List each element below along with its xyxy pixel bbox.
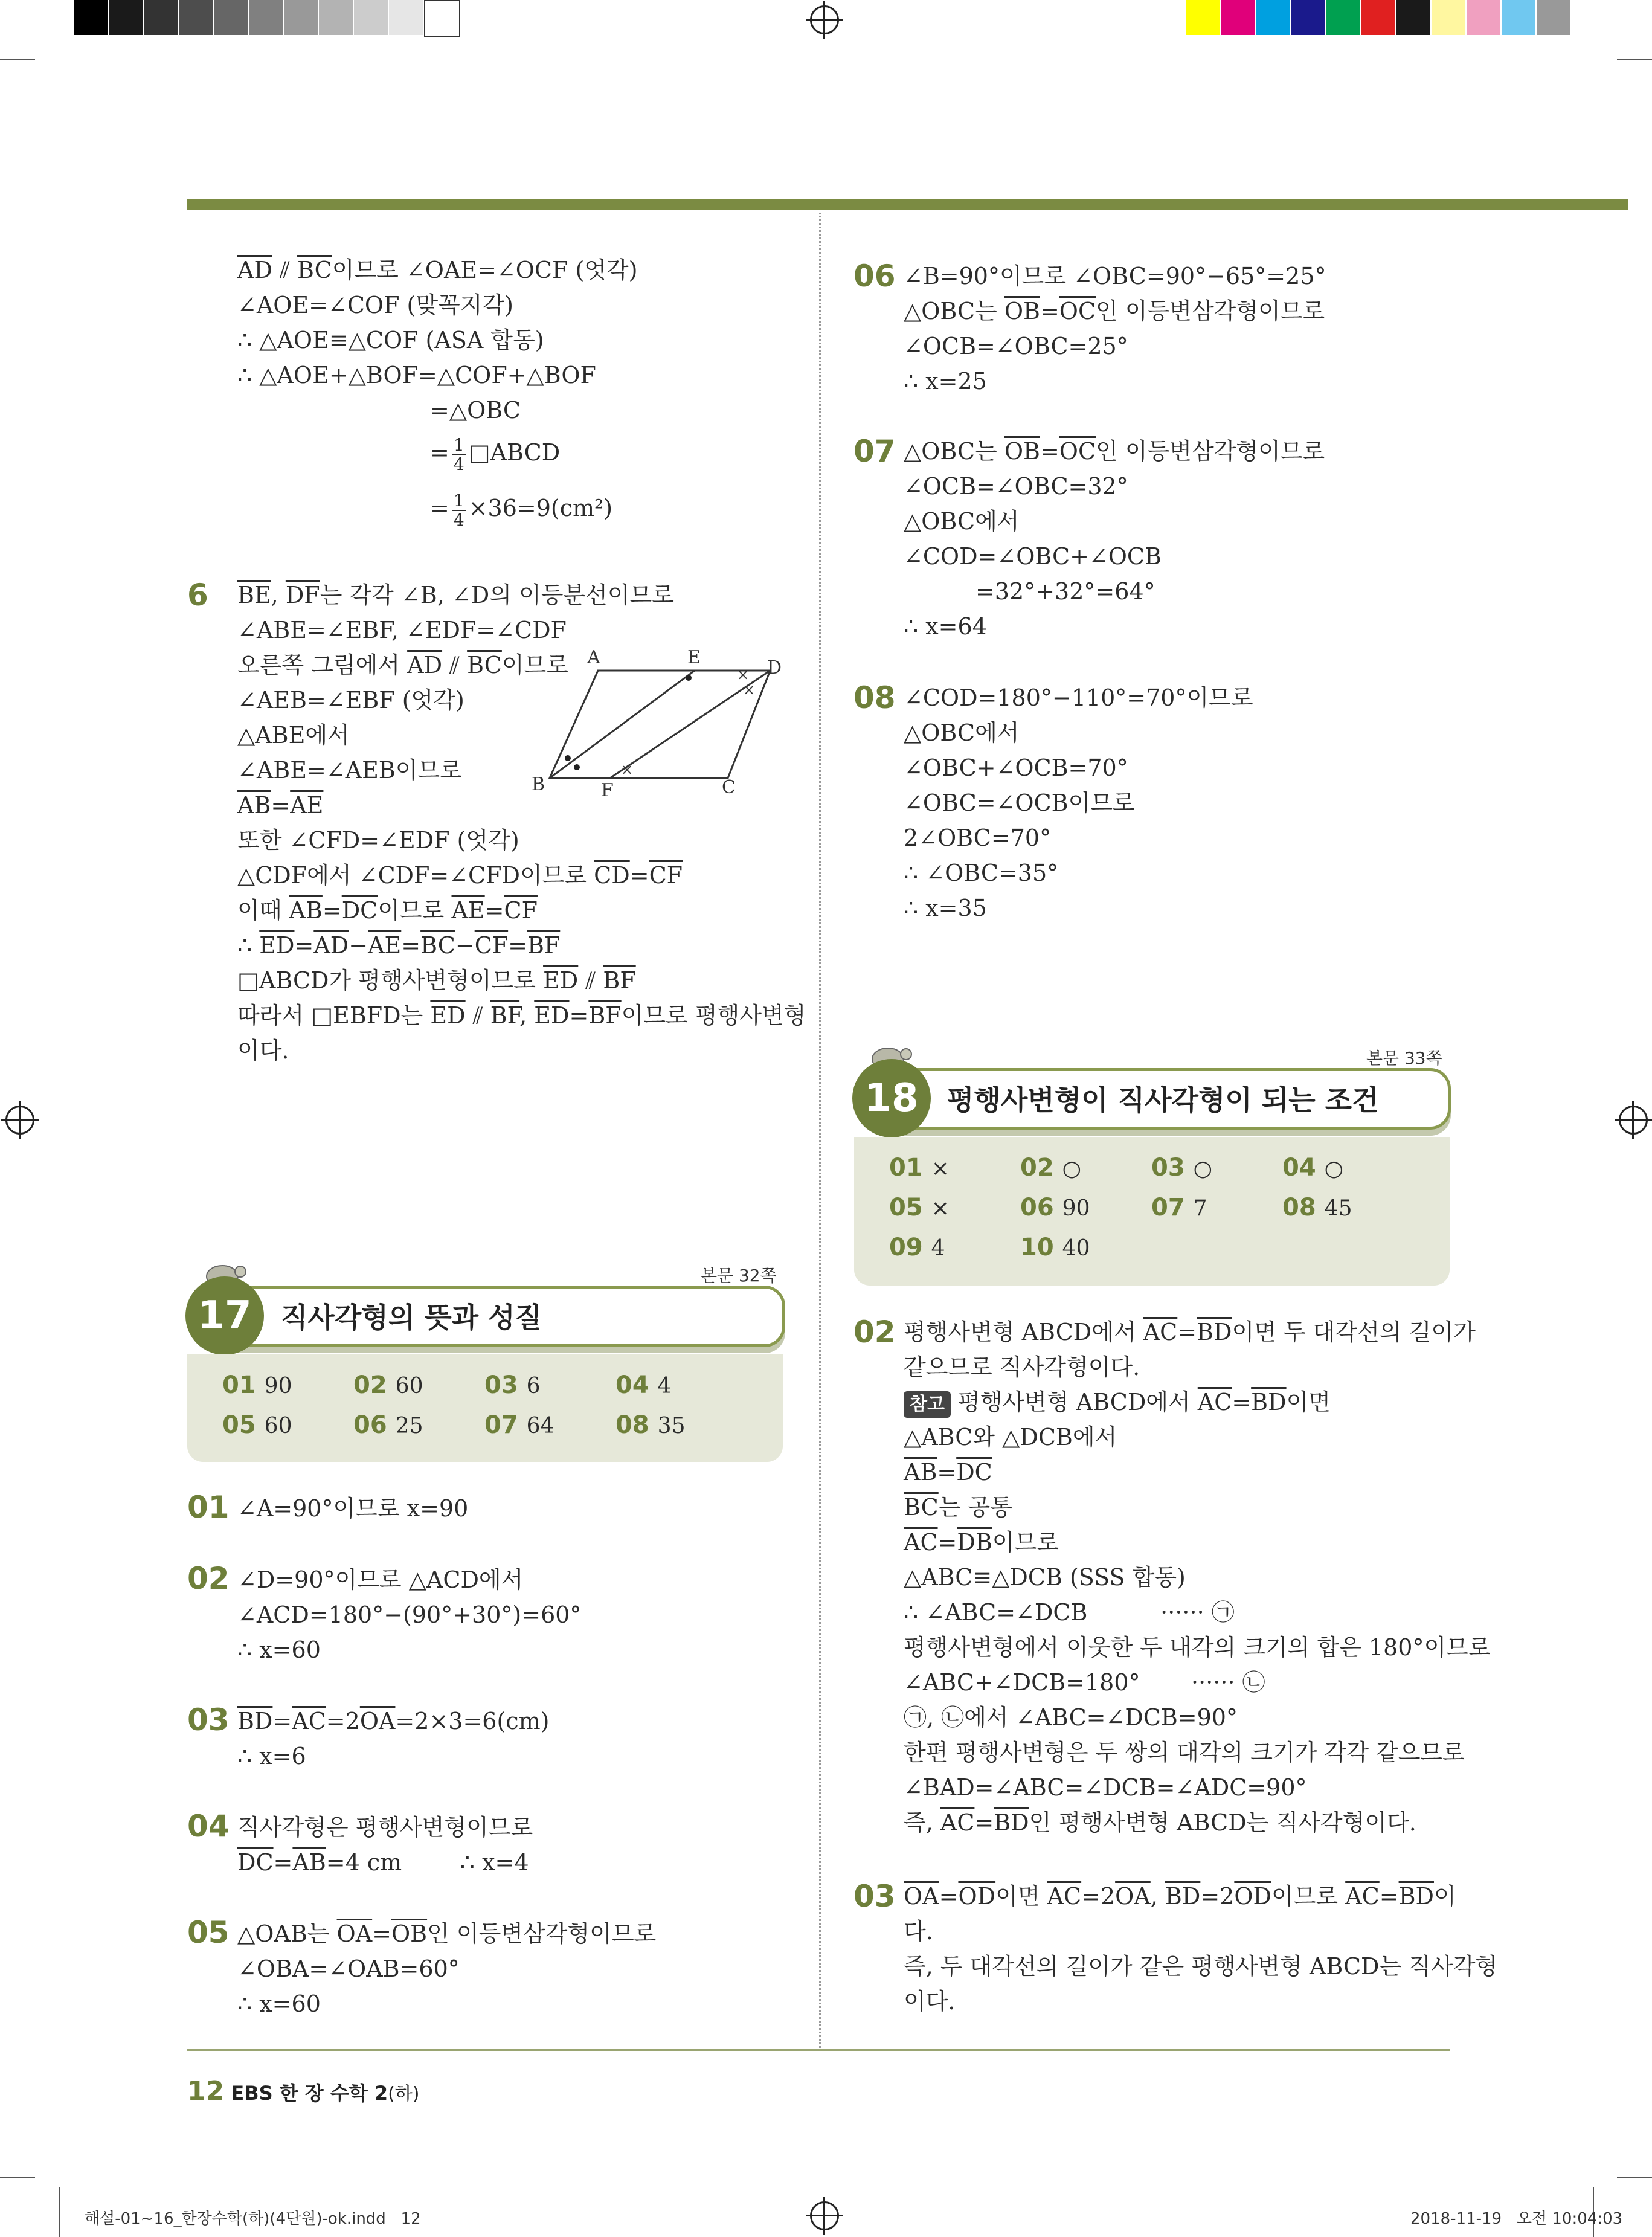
text-line: $\overline{AC}=\overline{DB}$이므로 [904, 1529, 1059, 1556]
vertex-label: B [532, 774, 545, 795]
text-line: $\overline{BC}$는 공통 [904, 1494, 1012, 1521]
section-title: 평행사변형이 직사각형이 되는 조건 [947, 1084, 1379, 1116]
section-number: 17 [185, 1276, 264, 1355]
text-line: 한편 평행사변형은 두 쌍의 대각의 크기가 각각 같으므로 [904, 1739, 1465, 1766]
footer-rule [187, 2049, 1450, 2051]
note-badge: 참고 [904, 1391, 951, 1418]
text-line: ∠OCB=∠OBC=32° [904, 473, 1128, 500]
answer-item: 06 90 [1020, 1194, 1090, 1221]
parallelogram-figure [532, 646, 785, 803]
text-line: = $\frac{1}{4}$ □ABCD [430, 434, 561, 474]
text-line: ∠OBC=∠OCB이므로 [904, 790, 1135, 816]
section-number: 18 [852, 1059, 931, 1138]
answer-item: 08 35 [615, 1411, 686, 1439]
gray-swatch [179, 0, 213, 35]
answer-item: 07 7 [1151, 1194, 1207, 1221]
text-line: = $\frac{1}{4}$ ×36=9(cm²) [430, 490, 613, 530]
question-number: 08 [853, 680, 896, 715]
text-line: 이때 $\overline{AB}=\overline{DC}$이므로 $\overline{AE}=\overline{CF}$ [237, 897, 538, 924]
answer-item: 07 64 [484, 1411, 554, 1439]
text-line: ∠AEB=∠EBF (엇각) [237, 687, 464, 713]
text-line: =32°+32°=64° [975, 578, 1155, 605]
page-footer [187, 2076, 420, 2107]
question-number: 04 [187, 1809, 230, 1844]
svg-text:×: × [737, 666, 750, 683]
registration-mark-icon [5, 1106, 34, 1135]
crop-mark [0, 59, 35, 60]
question-number: 05 [187, 1915, 230, 1950]
answer-item: 02 60 [353, 1371, 423, 1399]
text-line: ∠COD=180°−110°=70°이므로 [904, 684, 1253, 711]
text-line: ∠AOE=∠COF (맞꼭지각) [237, 292, 514, 318]
text-line: 이다. [237, 1037, 289, 1064]
color-swatch [1537, 0, 1570, 35]
text-line: ∠BAD=∠ABC=∠DCB=∠ADC=90° [904, 1774, 1307, 1801]
fraction: $\frac{1}{4}$ [452, 436, 466, 474]
text-line: $\overline{DC}=\overline{AB}=4$ cm ∴ x=4 [237, 1849, 529, 1876]
text-line: 즉, 두 대각선의 길이가 같은 평행사변형 ABCD는 직사각형 [904, 1953, 1498, 1980]
registration-mark-icon [810, 2201, 839, 2230]
question-number: 07 [853, 434, 896, 469]
gray-swatch [214, 0, 248, 35]
text-line: ∠OCB=∠OBC=25° [904, 333, 1128, 359]
color-swatch [1432, 0, 1465, 35]
text-line: ∴ x=25 [904, 368, 987, 394]
text-line: =△OBC [430, 397, 521, 423]
text-line: ㉠, ㉡에서 ∠ABC=∠DCB=90° [904, 1704, 1238, 1731]
text-line: △ABC≡△DCB (SSS 합동) [904, 1564, 1186, 1591]
text-line: ∴ ∠OBC=35° [904, 860, 1059, 886]
answer-item: 05 × [889, 1194, 950, 1221]
text-line: ∴ x=64 [904, 613, 987, 640]
fraction: $\frac{1}{4}$ [452, 492, 466, 529]
text-line: ∠OBA=∠OAB=60° [237, 1955, 460, 1982]
question-number: 02 [853, 1315, 896, 1350]
text-line: 같으므로 직사각형이다. [904, 1354, 1140, 1380]
section-title: 직사각형의 뜻과 성질 [281, 1301, 542, 1334]
column-divider [819, 213, 821, 2048]
text-line: △ABE에서 [237, 722, 350, 748]
answer-item: 08 45 [1282, 1194, 1352, 1221]
text-line: ∠D=90°이므로 △ACD에서 [237, 1566, 524, 1593]
color-swatch [1502, 0, 1535, 35]
text-line: 이다. [904, 1988, 956, 2015]
question-number: 6 [187, 578, 208, 613]
vertex-label: D [767, 657, 782, 678]
vertex-label: A [587, 647, 600, 668]
text-line: ∠ACD=180°−(90°+30°)=60° [237, 1601, 582, 1628]
answer-item: 09 4 [889, 1234, 945, 1261]
vertex-label: F [601, 780, 614, 801]
text-line: △OBC는 $\overline{OB}=\overline{OC}$인 이등변삼각형이므로 [904, 438, 1325, 465]
text-line: ∠A=90°이므로 x=90 [237, 1495, 469, 1522]
color-swatch [1396, 0, 1430, 35]
text-line: 평행사변형 ABCD에서 $\overline{AC}=\overline{BD}$이면 두 대각선의 길이가 [904, 1319, 1476, 1345]
color-swatch [1186, 0, 1220, 35]
gray-swatch [284, 0, 318, 35]
answer-box [187, 1354, 783, 1462]
registration-mark-icon [1619, 1106, 1648, 1135]
text-line: ∴ x=6 [237, 1743, 306, 1769]
registration-mark-icon [810, 5, 839, 34]
color-swatch [1291, 0, 1325, 35]
text-line: 2∠OBC=70° [904, 825, 1052, 851]
question-number: 02 [187, 1561, 230, 1596]
color-swatch [1361, 0, 1395, 35]
question-number: 03 [853, 1879, 896, 1914]
svg-text:×: × [743, 681, 756, 698]
color-swatch [1467, 0, 1500, 35]
text-line: □ABCD가 평행사변형이므로 $\overline{ED}$ ⫽ $\overline{BF}$ [237, 967, 636, 994]
text-line: ∴ $\overline{ED}=\overline{AD}-\overline{AE}=\overline{BC}-\overline{CF}=\overline{BF}$ [237, 932, 561, 959]
gray-swatch [319, 0, 353, 35]
text-line: ∴ x=60 [237, 1991, 321, 2017]
text-line: △OAB는 $\overline{OA}=\overline{OB}$인 이등변삼각형이므로 [237, 1920, 657, 1947]
text-line: $\overline{AD}$ ⫽ $\overline{BC}$이므로 ∠OAE=∠OCF (엇각) [237, 257, 638, 283]
crop-mark [1617, 2177, 1652, 2178]
color-swatch [1256, 0, 1290, 35]
gray-swatch [389, 0, 423, 35]
answer-item: 10 40 [1020, 1234, 1090, 1261]
text-line: △OBC에서 [904, 508, 1020, 535]
text-line: 다. [904, 1918, 933, 1945]
file-info: 해설-01~16_한장수학(하)(4단원)-ok.indd 12 [85, 2210, 421, 2228]
gray-swatch [354, 0, 388, 35]
crop-mark [59, 2187, 60, 2237]
text-line: ∴ x=35 [904, 895, 987, 921]
vertex-label: E [687, 647, 701, 668]
answer-item: 04 4 [615, 1371, 672, 1399]
text-line: 평행사변형에서 이웃한 두 내각의 크기의 합은 180°이므로 [904, 1634, 1491, 1661]
text-line: 직사각형은 평행사변형이므로 [237, 1814, 533, 1841]
answer-item: 02 ○ [1020, 1154, 1082, 1182]
text-line: ∴ △AOE≡△COF (ASA 합동) [237, 327, 544, 353]
text-line: ∴ △AOE+△BOF=△COF+△BOF [237, 362, 596, 388]
text-line: $\overline{OA}=\overline{OD}$이면 $\overline{AC}=2\overline{OA}$, $\overline{BD}=2\overline{OD}$이므로 $\overline{AC}=\overline{BD}$이 [904, 1883, 1456, 1910]
color-swatch [1221, 0, 1255, 35]
page-number: 12 [187, 2076, 225, 2107]
answer-item: 03 6 [484, 1371, 541, 1399]
text-line: ∴ ∠ABC=∠DCB ······ ㉠ [904, 1599, 1235, 1626]
svg-text:×: × [621, 761, 634, 778]
text-line: △OBC에서 [904, 719, 1020, 746]
text-line: 따라서 □EBFD는 $\overline{ED}$ ⫽ $\overline{BF}$, $\overline{ED}=\overline{BF}$이므로 평행사변형 [237, 1002, 806, 1029]
book-title-suffix: (하) [388, 2084, 420, 2105]
text-line: ∠COD=∠OBC+∠OCB [904, 543, 1162, 570]
page-reference: 본문 33쪽 [1366, 1048, 1442, 1068]
text-line: ∴ x=60 [237, 1637, 321, 1663]
crop-mark [0, 2177, 35, 2178]
question-number: 01 [187, 1490, 230, 1525]
gray-swatch [109, 0, 143, 35]
text-line: $\overline{BD}=\overline{AC}=2\overline{OA}=2\times 3=6(cm)$ [237, 1708, 550, 1734]
answer-item: 01 × [889, 1154, 950, 1182]
color-swatch [1326, 0, 1360, 35]
print-timestamp: 2018-11-19 오전 10:04:03 [1410, 2210, 1623, 2228]
gray-swatch [74, 0, 108, 35]
text-line: 참고 평행사변형 ABCD에서 $\overline{AC}=\overline{BD}$이면 [904, 1385, 1331, 1420]
question-number: 06 [853, 259, 896, 294]
answer-item: 03 ○ [1151, 1154, 1213, 1182]
text-line: ∠OBC+∠OCB=70° [904, 755, 1128, 781]
answer-item: 05 60 [222, 1411, 292, 1439]
text-line: 즉, $\overline{AC}=\overline{BD}$인 평행사변형 ABCD는 직사각형이다. [904, 1809, 1416, 1836]
question-number: 03 [187, 1702, 230, 1737]
text-line: 오른쪽 그림에서 $\overline{AD}$ ⫽ $\overline{BC}$이므로 [237, 652, 568, 678]
answer-item: 01 90 [222, 1371, 292, 1399]
text-line: ∠ABC+∠DCB=180° ······ ㉡ [904, 1669, 1265, 1696]
text-line: △CDF에서 ∠CDF=∠CFD이므로 $\overline{CD}=\overline{CF}$ [237, 862, 683, 889]
vertex-label: C [722, 777, 736, 798]
text-line: $\overline{AB}=\overline{DC}$ [904, 1459, 992, 1485]
text-line: ∠ABE=∠AEB이므로 [237, 757, 462, 784]
text-line: ∠ABE=∠EBF, ∠EDF=∠CDF [237, 617, 567, 643]
gray-swatch [424, 0, 460, 37]
gray-swatch [249, 0, 283, 35]
header-rule [187, 199, 1628, 210]
gray-swatch [144, 0, 178, 35]
book-title: EBS 한 장 수학 2 [231, 2082, 388, 2105]
text-line: $\overline{AB}=\overline{AE}$ [237, 792, 324, 819]
text-line: 또한 ∠CFD=∠EDF (엇각) [237, 827, 519, 854]
text-line: △ABC와 △DCB에서 [904, 1424, 1117, 1450]
text-line: ∠B=90°이므로 ∠OBC=90°−65°=25° [904, 263, 1326, 289]
answer-item: 04 ○ [1282, 1154, 1344, 1182]
answer-item: 06 25 [353, 1411, 423, 1439]
page-reference: 본문 32쪽 [701, 1266, 777, 1286]
text-line: △OBC는 $\overline{OB}=\overline{OC}$인 이등변삼각형이므로 [904, 298, 1325, 324]
crop-mark [1617, 59, 1652, 60]
text-line: $\overline{BE}$, $\overline{DF}$는 각각 ∠B, ∠D의 이등분선이므로 [237, 582, 674, 608]
